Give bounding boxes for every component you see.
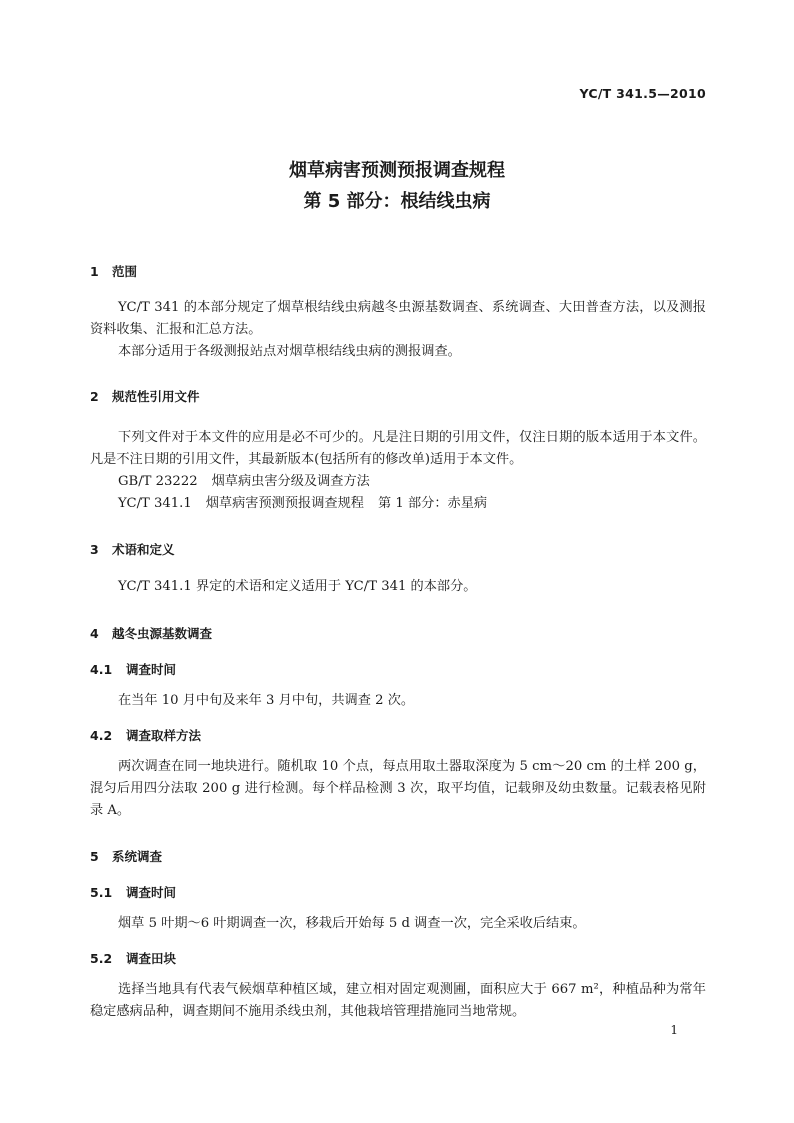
- section-title: 规范性引用文件: [112, 389, 200, 404]
- paragraph: 烟草 5 叶期～6 叶期调查一次，移栽后开始每 5 d 调查一次，完全采收后结束。: [118, 916, 586, 931]
- section-4-heading: [90, 624, 212, 642]
- section-title: 范围: [112, 264, 138, 279]
- subsection-number: 5.1: [90, 885, 113, 900]
- paragraph: 本部分适用于各级测报站点对烟草根结线虫病的测报调查。: [118, 344, 461, 359]
- page-number: 1: [670, 1023, 678, 1037]
- paragraph: 选择当地具有代表气候烟草种植区域，建立相对固定观测圃，面积应大于 667 m²，种植品种为常年稳定感病品种，调查期间不施用杀线虫剂，其他栽培管理措施同当地常规。: [90, 982, 706, 1019]
- section-number: 5: [90, 849, 99, 864]
- subsection-number: 5.2: [90, 951, 113, 966]
- subsection-title: 调查田块: [126, 951, 177, 966]
- subsection-4-1-heading: [90, 660, 176, 678]
- reference-code: YC/T 341.1: [118, 496, 192, 511]
- reference-item: [118, 493, 487, 515]
- section-3-heading: [90, 540, 175, 558]
- reference-item: [118, 471, 370, 493]
- subsection-title: 调查时间: [126, 885, 177, 900]
- paragraph: YC/T 341 的本部分规定了烟草根结线虫病越冬虫源基数调查、系统调查、大田普查方法，以及测报资料收集、汇报和汇总方法。: [90, 300, 706, 337]
- section-number: 4: [90, 626, 99, 641]
- subsection-title: 调查取样方法: [126, 728, 202, 743]
- subsection-5-2-heading: [90, 949, 176, 967]
- document-title: 烟草病害预测预报调查规程: [289, 160, 505, 181]
- subsection-5-1-heading: [90, 883, 176, 901]
- subsection-title: 调查时间: [126, 662, 177, 677]
- section-number: 2: [90, 389, 99, 404]
- paragraph: 在当年 10 月中旬及来年 3 月中旬，共调查 2 次。: [118, 693, 415, 708]
- section-5-heading: [90, 847, 162, 865]
- document-subtitle: 第 5 部分：根结线虫病: [303, 191, 491, 212]
- section-number: 1: [90, 264, 99, 279]
- reference-code: GB/T 23222: [118, 474, 198, 489]
- section-2-heading: [90, 387, 200, 405]
- reference-part: 第 1 部分：赤星病: [378, 496, 488, 511]
- paragraph: YC/T 341.1 界定的术语和定义适用于 YC/T 341 的本部分。: [118, 579, 477, 594]
- paragraph: 下列文件对于本文件的应用是必不可少的。凡是注日期的引用文件，仅注日期的版本适用于本文件。凡是不注日期的引用文件，其最新版本(包括所有的修改单)适用于本文件。: [90, 430, 706, 467]
- standard-number: YC/T 341.5—2010: [579, 86, 706, 101]
- reference-title: 烟草病虫害分级及调查方法: [211, 474, 370, 489]
- section-title: 系统调查: [112, 849, 163, 864]
- section-title: 术语和定义: [112, 542, 175, 557]
- section-number: 3: [90, 542, 99, 557]
- subsection-number: 4.1: [90, 662, 113, 677]
- subsection-number: 4.2: [90, 728, 113, 743]
- section-1-heading: [90, 262, 137, 280]
- subsection-4-2-heading: [90, 726, 201, 744]
- paragraph: 两次调查在同一地块进行。随机取 10 个点，每点用取土器取深度为 5 cm～20 cm 的土样 200 g，混匀后用四分法取 200 g 进行检测。每个样品检测 3 次，取平均值，记载卵及幼虫数量。记载表格见附录 A。: [90, 759, 706, 818]
- reference-title: 烟草病害预测预报调查规程: [205, 496, 364, 511]
- section-title: 越冬虫源基数调查: [112, 626, 213, 641]
